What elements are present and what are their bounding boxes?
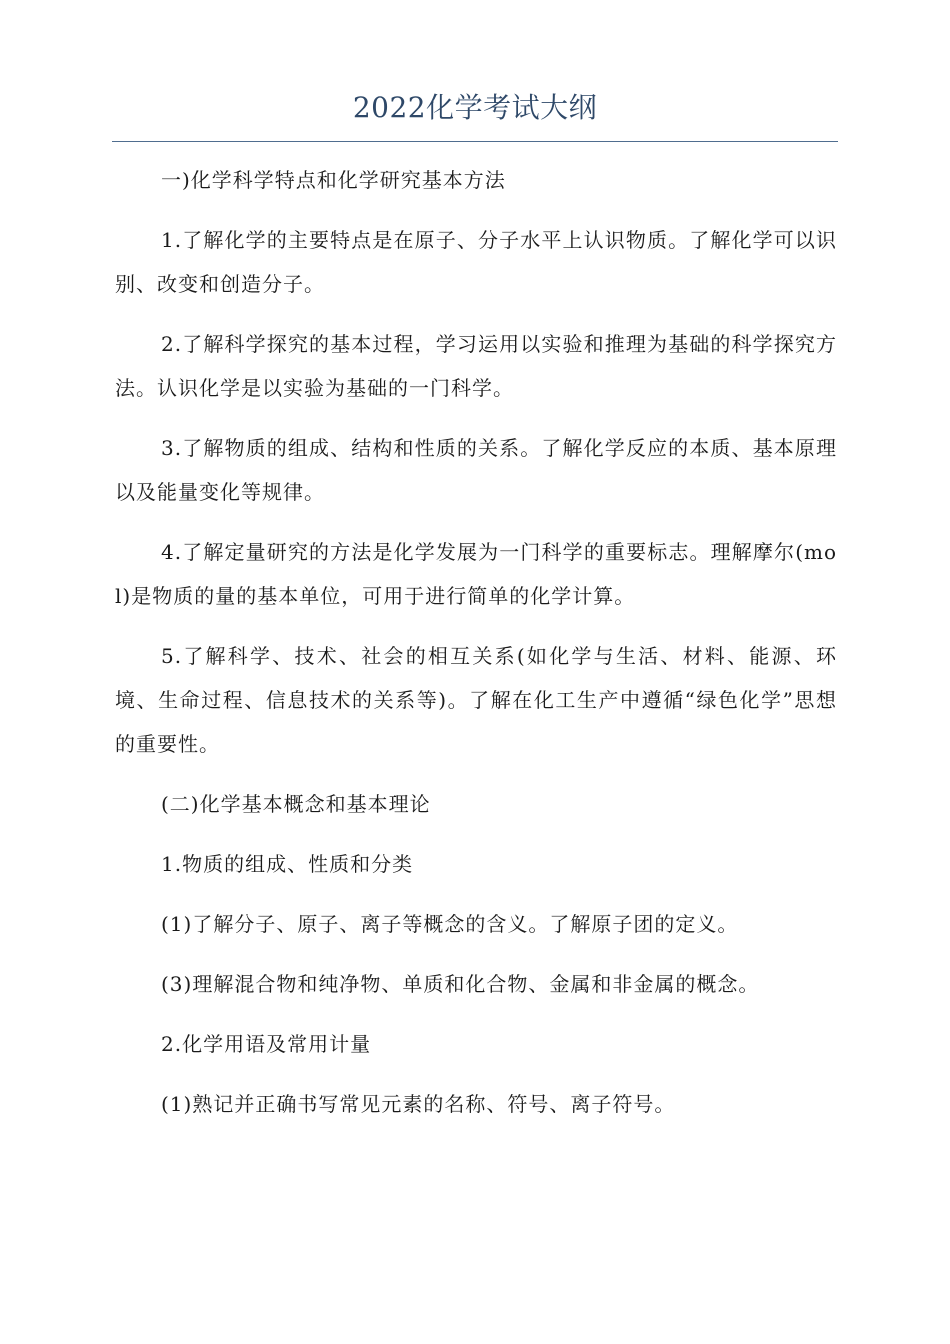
title-divider (112, 141, 838, 142)
document-body (115, 158, 837, 1142)
paragraph-item-4: 4.了解定量研究的方法是化学发展为一门科学的重要标志。理解摩尔(mol)是物质的量的基本单位，可用于进行简单的化学计算。 (115, 540, 837, 608)
list-item: (3)理解混合物和纯净物、单质和化合物、金属和非金属的概念。 (161, 972, 760, 996)
subsection-heading-2: 2.化学用语及常用计量 (161, 1032, 372, 1056)
subsection-heading-1: 1.物质的组成、性质和分类 (161, 852, 414, 876)
paragraph-item-2: 2.了解科学探究的基本过程，学习运用以实验和推理为基础的科学探究方法。认识化学是以实验为基础的一门科学。 (115, 332, 837, 400)
section-heading-2: (二)化学基本概念和基本理论 (161, 792, 431, 816)
paragraph-item-3: 3.了解物质的组成、结构和性质的关系。了解化学反应的本质、基本原理以及能量变化等规律。 (115, 436, 837, 504)
paragraph-item-1: 1.了解化学的主要特点是在原子、分子水平上认识物质。了解化学可以识别、改变和创造分子。 (115, 228, 837, 296)
section-heading-1: 一)化学科学特点和化学研究基本方法 (161, 168, 506, 192)
paragraph-item-5: 5.了解科学、技术、社会的相互关系(如化学与生活、材料、能源、环境、生命过程、信息技术的关系等)。了解在化工生产中遵循“绿色化学”思想的重要性。 (115, 644, 837, 756)
list-item: (1)了解分子、原子、离子等概念的含义。了解原子团的定义。 (161, 912, 739, 936)
document-title: 2022化学考试大纲 (352, 91, 598, 124)
list-item: (1)熟记并正确书写常见元素的名称、符号、离子符号。 (161, 1092, 676, 1116)
